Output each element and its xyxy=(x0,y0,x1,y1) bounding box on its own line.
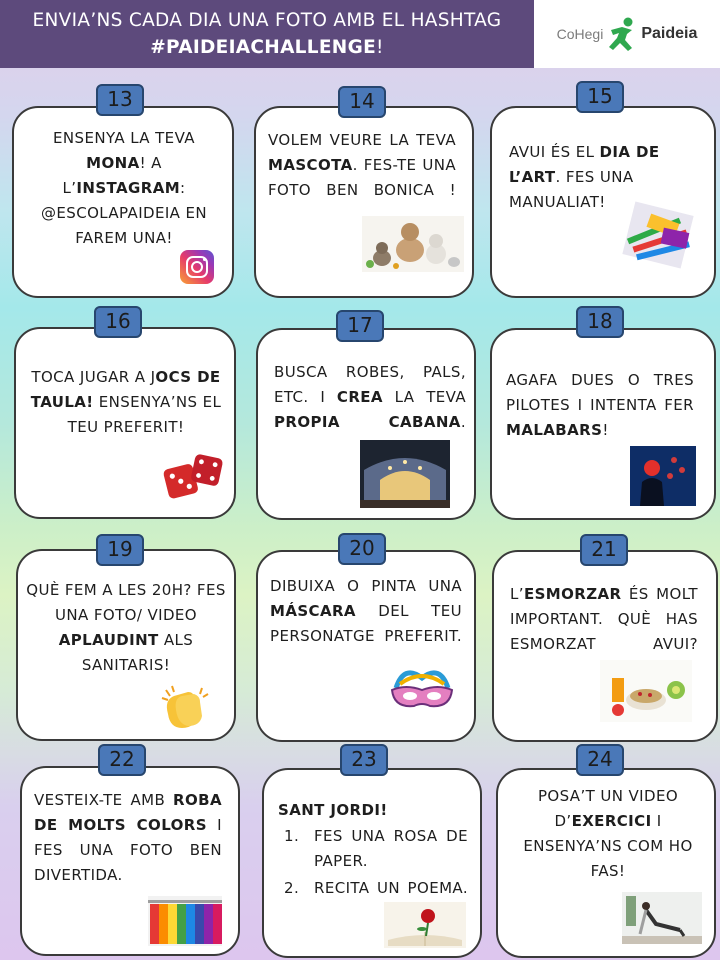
text-part: : @ESCOLAPAIDEIA EN FAREM UNA! xyxy=(41,179,207,247)
text-bold: DIA DE L’ART xyxy=(509,143,660,186)
text-bold: MASCOTA xyxy=(268,156,353,174)
colorful-clothes-photo xyxy=(148,896,222,946)
day-number-18: 18 xyxy=(576,306,624,338)
day-number-14: 14 xyxy=(338,86,386,118)
text-bold: MONA xyxy=(86,154,140,172)
text-bold: APLAUDINT xyxy=(58,631,159,649)
text-part: . FES UNA MANUALIAT! xyxy=(509,168,634,211)
exercise-photo xyxy=(622,892,702,944)
text-bold: OCS DE TAULA! xyxy=(30,368,221,411)
list-number: 1. xyxy=(284,827,300,845)
day-24-text xyxy=(510,784,706,884)
text-part: VESTEIX-TE AMB xyxy=(34,791,174,809)
list-item xyxy=(278,876,468,901)
list-text: RECITA UN POEMA. xyxy=(314,879,468,897)
text-bold: MALABARS xyxy=(506,421,603,439)
text-part: ENSENYA’NS EL TEU PREFERIT! xyxy=(67,393,222,436)
text-bold: ROBA DE MOLTS COLORS xyxy=(34,791,222,834)
text-bold: CREA xyxy=(336,388,383,406)
text-part: I ENSENYA’NS COM HO FAS! xyxy=(523,812,693,880)
text-part: AGAFA DUES O TRES PILOTES I INTENTA FER xyxy=(506,371,694,414)
day-23-text xyxy=(278,798,468,901)
art-supplies-photo xyxy=(622,200,696,270)
list-number: 2. xyxy=(284,879,300,897)
text-part: VOLEM VEURE LA TEVA xyxy=(268,131,456,149)
text-bold: INSTAGRAM xyxy=(76,179,181,197)
text-part: L’ xyxy=(510,585,524,603)
breakfast-photo xyxy=(600,660,692,722)
day-number-19: 19 xyxy=(96,534,144,566)
carnival-mask-icon xyxy=(384,662,460,714)
day-14-text xyxy=(268,128,456,203)
day-16-text xyxy=(28,365,224,440)
list-text: FES UNA ROSA DE PAPER. xyxy=(314,827,468,870)
text-part: ! A L’ xyxy=(62,154,162,197)
instagram-icon xyxy=(180,250,214,284)
text-part: ALS SANITARIS! xyxy=(81,631,194,674)
list-item xyxy=(278,824,468,874)
text-part: ENSENYA LA TEVA xyxy=(53,129,195,147)
text-part: POSA’T UN VIDEO D’ xyxy=(537,787,679,830)
text-bold: ESMORZAR xyxy=(523,585,622,603)
text-part: LA TEVA xyxy=(382,388,466,406)
clapping-hands-icon xyxy=(160,684,210,732)
day-18-text xyxy=(506,368,694,443)
day-number-17: 17 xyxy=(336,310,384,342)
day-20-text xyxy=(270,574,462,649)
text-part: ! xyxy=(602,421,609,439)
day-number-13: 13 xyxy=(96,84,144,116)
text-part: ÉS MOLT IMPORTANT. QUÈ HAS ESMORZAT AVUI? xyxy=(510,585,698,653)
pets-photo xyxy=(362,216,464,272)
day-number-24: 24 xyxy=(576,744,624,776)
logo-name: Paideia xyxy=(641,25,698,42)
header-banner xyxy=(0,0,534,68)
text-bold: EXERCICI xyxy=(571,812,652,830)
day-number-22: 22 xyxy=(98,744,146,776)
day-21-text xyxy=(510,582,698,657)
text-part: I FES UNA FOTO BEN DIVERTIDA. xyxy=(34,816,222,884)
day-23-list xyxy=(278,824,468,901)
day-17-text xyxy=(274,360,466,435)
header-line1: ENVIA’NS CADA DIA UNA FOTO AMB EL HASHTAG xyxy=(32,10,502,31)
day-number-21: 21 xyxy=(580,534,628,566)
day-number-15: 15 xyxy=(576,81,624,113)
day-19-text xyxy=(26,578,226,678)
blanket-fort-photo xyxy=(360,440,450,508)
day-13-text xyxy=(26,126,222,251)
text-part: DIBUIXA O PINTA UNA xyxy=(270,577,462,595)
text-part: TOCA JUGAR A J xyxy=(31,368,156,386)
hashtag: #PAIDEIACHALLENGE xyxy=(150,37,377,58)
header-exclaim: ! xyxy=(376,37,384,58)
text-part: . FES-TE UNA FOTO BEN BONICA ! xyxy=(268,156,456,199)
text-part: AVUI ÉS EL xyxy=(509,143,600,161)
text-part: QUÈ FEM A LES 20H? FES UNA FOTO/ VIDEO xyxy=(26,581,226,624)
text-part: BUSCA ROBES, PALS, ETC. I xyxy=(274,363,466,406)
text-part: DEL TEU PERSONATGE PREFERIT. xyxy=(270,602,462,645)
day-number-16: 16 xyxy=(94,306,142,338)
text-bold: MÁSCARA xyxy=(270,602,356,620)
day-22-text xyxy=(34,788,222,888)
rose-book-photo xyxy=(384,902,466,948)
text-part: . xyxy=(460,413,466,431)
day-number-23: 23 xyxy=(340,744,388,776)
dice-icon xyxy=(162,452,224,502)
cohegi-paideia-logo xyxy=(534,0,720,68)
header-line2 xyxy=(0,34,534,61)
text-bold: PROPIA CABANA xyxy=(274,413,461,431)
day-number-20: 20 xyxy=(338,533,386,565)
running-figure-icon xyxy=(607,16,637,52)
logo-prefix: CoHegi xyxy=(556,26,604,42)
day-23-title: SANT JORDI! xyxy=(278,801,388,819)
juggler-photo xyxy=(630,446,696,506)
